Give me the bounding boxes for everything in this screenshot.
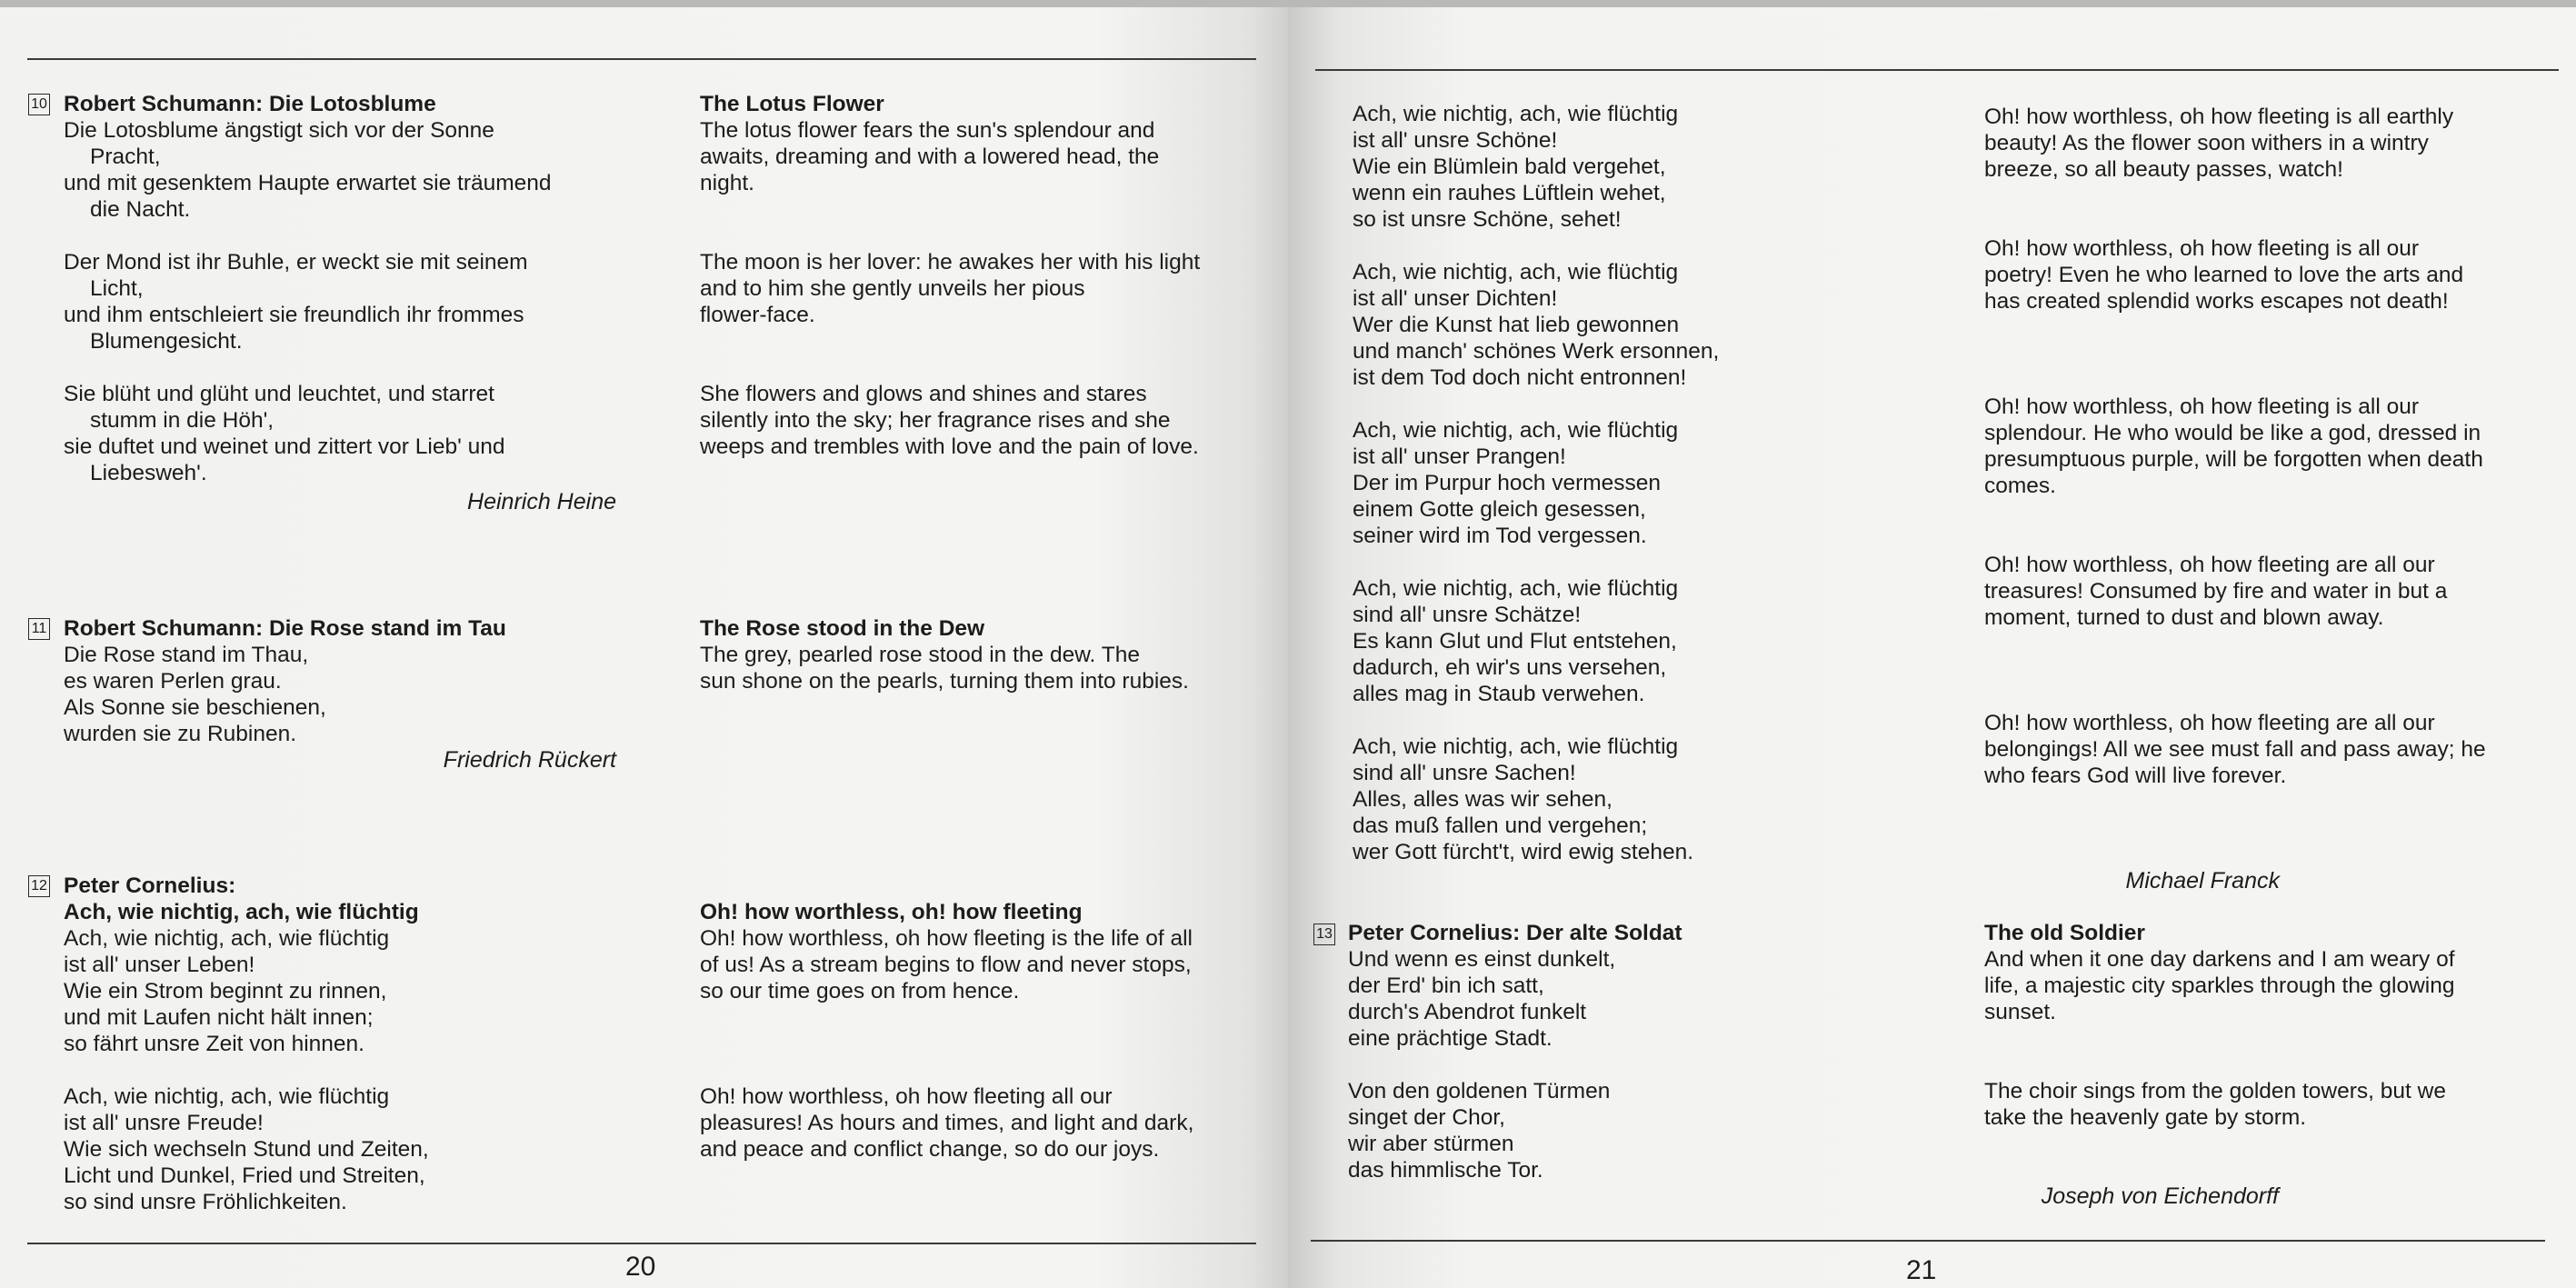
text-line: wenn ein rauhes Lüftlein wehet,: [1353, 181, 1666, 205]
song-title: Peter Cornelius: Der alte Soldat: [1348, 921, 1682, 945]
text-line: Licht,: [90, 276, 144, 301]
text-line: Oh! how worthless, oh how fleeting is the life of all: [700, 926, 1193, 951]
text-line: splendour. He who would be like a god, dressed in: [1984, 421, 2481, 445]
stanza-gap: [1984, 1025, 2455, 1052]
text-line: ist all' unser Dichten!: [1353, 286, 1558, 311]
english-lines: [700, 117, 1200, 460]
stanza-gap: [1984, 341, 2486, 367]
text-line: Die Rose stand im Thau,: [64, 643, 309, 667]
stanza-gap: [1984, 684, 2486, 710]
text-line: sind all' unsre Schätze!: [1353, 603, 1582, 627]
text-line: Wer die Kunst hat lieb gewonnen: [1353, 313, 1680, 337]
text-line: Wie ein Blümlein bald vergehet,: [1353, 155, 1666, 179]
english-translation-track12: [700, 899, 1193, 1163]
text-line: breeze, so all beauty passes, watch!: [1984, 157, 2343, 182]
english-translation-track12-continued: [1984, 104, 2486, 789]
text-line: The choir sings from the golden towers, but we: [1984, 1079, 2446, 1103]
song-title-line1: Peter Cornelius:: [64, 874, 236, 898]
text-line: Ach, wie nichtig, ach, wie flüchtig: [64, 926, 390, 951]
text-line: She flowers and glows and shines and stares: [700, 382, 1147, 406]
stanza-gap: [700, 1031, 1193, 1057]
top-rule: [1315, 69, 2559, 71]
text-line: and peace and conflict change, so do our joys.: [700, 1137, 1160, 1162]
german-lyrics-track13: [1348, 920, 1682, 1183]
song-title-line2: Ach, wie nichtig, ach, wie flüchtig: [64, 900, 419, 924]
text-line: Oh! how worthless, oh how fleeting is all earthly: [1984, 105, 2454, 129]
poet-name: Michael Franck: [2125, 868, 2280, 894]
stanza-gap: [700, 328, 1200, 354]
text-line: wer Gott fürcht't, wird ewig stehen.: [1353, 840, 1694, 864]
stanza-gap: [1984, 1052, 2455, 1078]
text-line: weeps and trembles with love and the pain of love.: [700, 434, 1199, 459]
stanza-gap: [1353, 391, 1719, 417]
text-line: has created splendid works escapes not death!: [1984, 289, 2449, 314]
english-title: Oh! how worthless, oh! how fleeting: [700, 900, 1083, 924]
text-line: Oh! how worthless, oh how fleeting all our: [700, 1084, 1113, 1109]
text-line: die Nacht.: [90, 197, 191, 222]
stanza-gap: [1348, 1052, 1682, 1078]
stanza-gap: [1984, 631, 2486, 657]
text-line: Ach, wie nichtig, ach, wie flüchtig: [1353, 260, 1679, 285]
text-line: ist all' unsre Freude!: [64, 1111, 264, 1135]
stanza-gap: [1353, 707, 1719, 734]
text-line: und manch' schönes Werk ersonnen,: [1353, 339, 1720, 364]
stanza-gap: [64, 1057, 429, 1083]
text-line: Oh! how worthless, oh how fleeting are all our: [1984, 553, 2435, 577]
stanza-gap: [700, 1057, 1193, 1083]
text-line: of us! As a stream begins to flow and never stops,: [700, 953, 1192, 977]
text-line: Sie blüht und glüht und leuchtet, und starret: [64, 382, 494, 406]
text-line: treasures! Consumed by fire and water in but a: [1984, 579, 2448, 604]
track-number-box: 10: [28, 94, 50, 115]
text-line: moment, turned to dust and blown away.: [1984, 605, 2384, 630]
track-number-box: 13: [1313, 924, 1335, 945]
text-line: das muß fallen und vergehen;: [1353, 814, 1648, 838]
text-line: das himmlische Tor.: [1348, 1158, 1543, 1183]
stanza-gap: [1984, 315, 2486, 341]
text-line: Liebesweh'.: [90, 461, 207, 485]
german-lyrics-track12: [64, 873, 429, 1215]
page-number: 20: [625, 1252, 656, 1282]
text-line: The moon is her lover: he awakes her with his light: [700, 250, 1201, 275]
page-top-edge: [1288, 0, 2576, 7]
text-line: belongings! All we see must fall and pass away; he: [1984, 737, 2486, 762]
song-title: Robert Schumann: Die Lotosblume: [64, 92, 436, 116]
text-line: sun shone on the pearls, turning them into rubies.: [700, 669, 1189, 694]
english-lines: [1984, 104, 2486, 789]
text-line: Blumengesicht.: [90, 329, 243, 354]
right-page: [1288, 0, 2576, 1288]
text-line: Es kann Glut und Flut entstehen,: [1353, 629, 1677, 654]
text-line: Von den goldenen Türmen: [1348, 1079, 1611, 1103]
stanza-gap: [700, 196, 1200, 223]
english-title: The old Soldier: [1984, 921, 2145, 945]
text-line: ist dem Tod doch nicht entronnen!: [1353, 365, 1687, 390]
english-title: The Lotus Flower: [700, 92, 884, 116]
text-line: sunset.: [1984, 1000, 2056, 1024]
text-line: wurden sie zu Rubinen.: [64, 722, 297, 746]
stanza-gap: [1984, 657, 2486, 684]
poet-name: Heinrich Heine: [467, 489, 616, 514]
text-line: pleasures! As hours and times, and light and dark,: [700, 1111, 1194, 1135]
english-lines: [700, 925, 1193, 1163]
text-line: sie duftet und weinet und zittert vor Lieb' und: [64, 434, 505, 459]
text-line: so fährt unsre Zeit von hinnen.: [64, 1032, 364, 1056]
track-number-box: 11: [28, 618, 50, 640]
text-line: Ach, wie nichtig, ach, wie flüchtig: [1353, 102, 1679, 126]
german-lyrics-track10: [64, 91, 552, 486]
english-lines: [700, 642, 1189, 694]
text-line: Alles, alles was wir sehen,: [1353, 787, 1612, 812]
text-line: Ach, wie nichtig, ach, wie flüchtig: [1353, 418, 1679, 443]
text-line: Ach, wie nichtig, ach, wie flüchtig: [1353, 734, 1679, 759]
text-line: und ihm entschleiert sie freundlich ihr frommes: [64, 303, 524, 327]
poet-name: Friedrich Rückert: [443, 747, 616, 773]
text-line: life, a majestic city sparkles through the glowing: [1984, 973, 2455, 998]
german-lyrics-track11: [64, 615, 506, 747]
text-line: beauty! As the flower soon withers in a wintry: [1984, 131, 2429, 155]
stanza-gap: [1984, 367, 2486, 394]
text-line: der Erd' bin ich satt,: [1348, 973, 1544, 998]
text-line: Ach, wie nichtig, ach, wie flüchtig: [1353, 576, 1679, 601]
german-verse-lines: [1348, 946, 1682, 1183]
text-line: seiner wird im Tod vergessen.: [1353, 524, 1647, 548]
stanza-gap: [64, 223, 552, 249]
stanza-gap: [700, 223, 1200, 249]
german-verse-lines: [1353, 101, 1719, 865]
text-line: who fears God will live forever.: [1984, 764, 2287, 788]
text-line: presumptuous purple, will be forgotten when death: [1984, 447, 2483, 472]
text-line: stumm in die Höh',: [90, 408, 275, 433]
track-number-box: 12: [28, 875, 50, 897]
stanza-gap: [1353, 549, 1719, 575]
text-line: poetry! Even he who learned to love the arts and: [1984, 263, 2464, 287]
text-line: Pracht,: [90, 145, 161, 169]
stanza-gap: [700, 354, 1200, 381]
text-line: und mit gesenktem Haupte erwartet sie träumend: [64, 171, 552, 195]
stanza-gap: [700, 1004, 1193, 1031]
text-line: ist all' unsre Schöne!: [1353, 128, 1558, 153]
text-line: dadurch, eh wir's uns versehen,: [1353, 655, 1667, 680]
text-line: Wie sich wechseln Stund und Zeiten,: [64, 1137, 429, 1162]
song-title: Robert Schumann: Die Rose stand im Tau: [64, 616, 506, 641]
english-title: The Rose stood in the Dew: [700, 616, 985, 641]
german-verse-lines: [64, 925, 429, 1215]
text-line: Der im Purpur hoch vermessen: [1353, 471, 1662, 495]
text-line: so ist unsre Schöne, sehet!: [1353, 207, 1622, 232]
text-line: Oh! how worthless, oh how fleeting is all our: [1984, 236, 2419, 261]
bottom-rule: [27, 1243, 1256, 1244]
text-line: ist all' unser Leben!: [64, 953, 255, 977]
text-line: The grey, pearled rose stood in the dew. The: [700, 643, 1140, 667]
english-translation-track10: [700, 91, 1200, 460]
text-line: take the heavenly gate by storm.: [1984, 1105, 2307, 1130]
text-line: Oh! how worthless, oh how fleeting is all our: [1984, 394, 2419, 419]
page-top-edge: [0, 0, 1288, 7]
text-line: Licht und Dunkel, Fried und Streiten,: [64, 1163, 425, 1188]
text-line: comes.: [1984, 474, 2056, 498]
stanza-gap: [64, 354, 552, 381]
english-lines: [1984, 946, 2455, 1131]
text-line: es waren Perlen grau.: [64, 669, 282, 694]
stanza-gap: [1984, 209, 2486, 235]
text-line: Oh! how worthless, oh how fleeting are all our: [1984, 711, 2435, 735]
text-line: Wie ein Strom beginnt zu rinnen,: [64, 979, 387, 1003]
bottom-rule: [1311, 1240, 2545, 1242]
text-line: sind all' unsre Sachen!: [1353, 761, 1576, 785]
text-line: und mit Laufen nicht hält innen;: [64, 1005, 374, 1030]
stanza-gap: [1984, 525, 2486, 552]
text-line: singet der Chor,: [1348, 1105, 1505, 1130]
text-line: einem Gotte gleich gesessen,: [1353, 497, 1646, 522]
german-verse-lines: [64, 117, 552, 486]
text-line: Ach, wie nichtig, ach, wie flüchtig: [64, 1084, 390, 1109]
english-translation-track13: [1984, 920, 2455, 1131]
stanza-gap: [1984, 183, 2486, 209]
text-line: Die Lotosblume ängstigt sich vor der Sonne: [64, 118, 494, 143]
text-line: and to him she gently unveils her pious: [700, 276, 1085, 301]
text-line: Der Mond ist ihr Buhle, er weckt sie mit seinem: [64, 250, 528, 275]
text-line: night.: [700, 171, 754, 195]
text-line: durch's Abendrot funkelt: [1348, 1000, 1587, 1024]
text-line: silently into the sky; her fragrance rises and she: [700, 408, 1171, 433]
text-line: Als Sonne sie beschienen,: [64, 695, 326, 720]
german-verse-lines: [64, 642, 506, 747]
text-line: so sind unsre Fröhlichkeiten.: [64, 1190, 347, 1214]
stanza-gap: [1353, 233, 1719, 259]
german-lyrics-track12-continued: [1353, 101, 1719, 865]
text-line: Und wenn es einst dunkelt,: [1348, 947, 1616, 972]
stanza-gap: [1984, 499, 2486, 525]
top-rule: [27, 58, 1256, 60]
text-line: flower-face.: [700, 303, 815, 327]
text-line: wir aber stürmen: [1348, 1132, 1514, 1156]
text-line: so our time goes on from hence.: [700, 979, 1020, 1003]
text-line: awaits, dreaming and with a lowered head, the: [700, 145, 1160, 169]
text-line: The lotus flower fears the sun's splendour and: [700, 118, 1155, 143]
poet-name: Joseph von Eichendorff: [2041, 1183, 2279, 1209]
text-line: eine prächtige Stadt.: [1348, 1026, 1553, 1051]
text-line: And when it one day darkens and I am weary of: [1984, 947, 2455, 972]
text-line: alles mag in Staub verwehen.: [1353, 682, 1645, 706]
text-line: ist all' unser Prangen!: [1353, 444, 1566, 469]
english-translation-track11: [700, 615, 1189, 694]
page-number: 21: [1906, 1255, 1937, 1285]
